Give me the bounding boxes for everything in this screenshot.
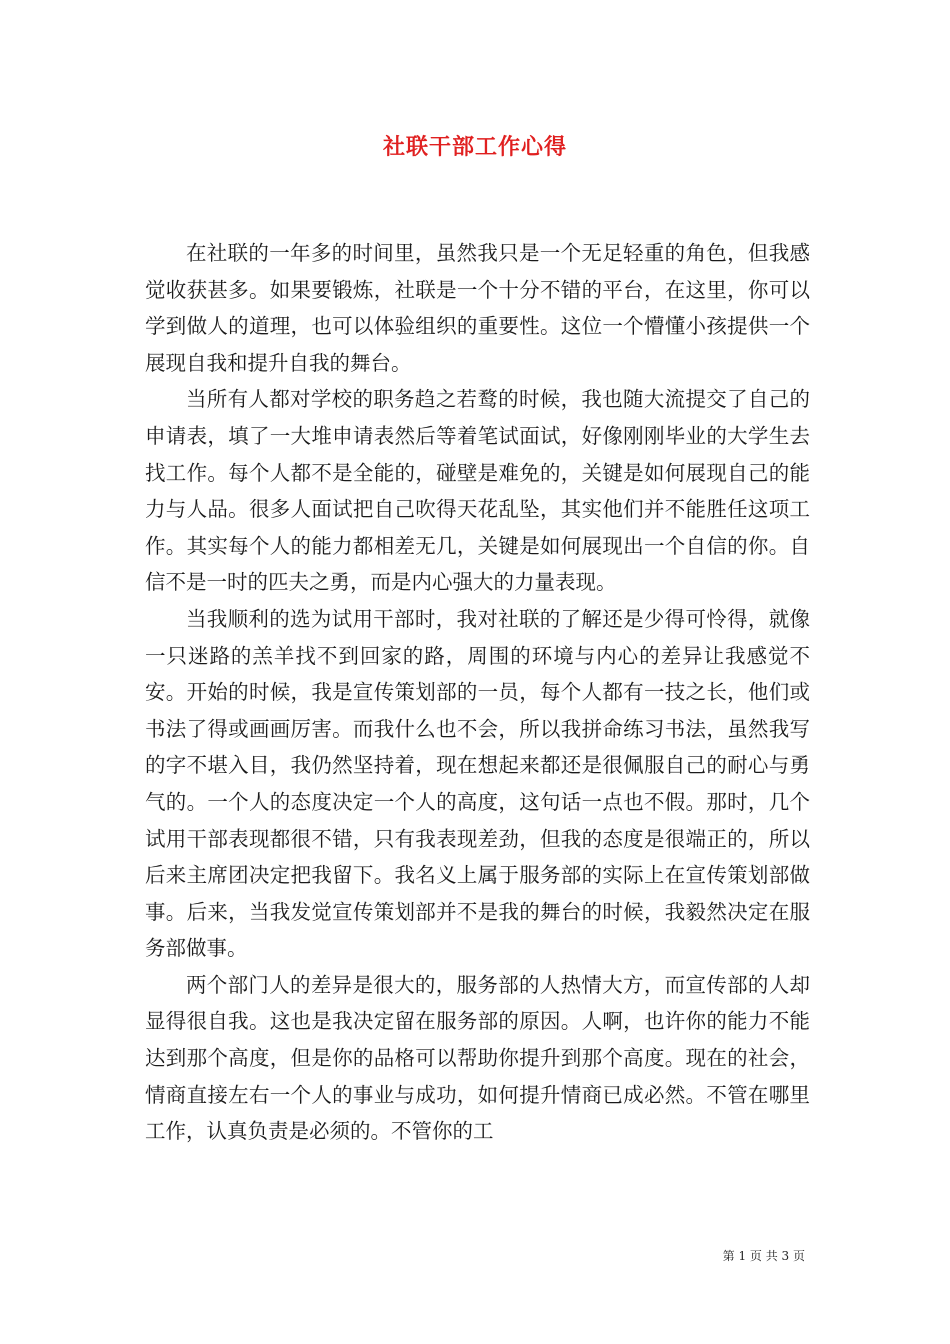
paragraph-2: 当所有人都对学校的职务趋之若鹜的时候，我也随大流提交了自己的申请表，填了一大堆申请表然后等着笔试面试，好像刚刚毕业的大学生去找工作。每个人都不是全能的，碰壁是难免的，关键是如何展现自己的能力与人品。很多人面试把自己吹得天花乱坠，其实他们并不能胜任这项工作。其实每个人的能力都相差无几，关键是如何展现出一个自信的你。自信不是一时的匹夫之勇，而是内心强大的力量表现。	[145, 387, 810, 595]
page-number: 第 1 页 共 3 页	[722, 1249, 805, 1263]
document-body	[145, 235, 810, 1150]
document-title: 社联干部工作心得	[382, 134, 567, 160]
paragraph-3: 当我顺利的选为试用干部时，我对社联的了解还是少得可怜得，就像一只迷路的羔羊找不到回家的路，周围的环境与内心的差异让我感觉不安。开始的时候，我是宣传策划部的一员，每个人都有一技之长，他们或书法了得或画画厉害。而我什么也不会，所以我拼命练习书法，虽然我写的字不堪入目，我仍然坚持着，现在想起来都还是很佩服自己的耐心与勇气的。一个人的态度决定一个人的高度，这句话一点也不假。那时，几个试用干部表现都很不错，只有我表现差劲，但我的态度是很端正的，所以后来主席团决定把我留下。我名义上属于服务部的实际上在宣传策划部做事。后来，当我发觉宣传策划部并不是我的舞台的时候，我毅然决定在服务部做事。	[145, 606, 810, 961]
paragraph-4: 两个部门人的差异是很大的，服务部的人热情大方，而宣传部的人却显得很自我。这也是我决定留在服务部的原因。人啊，也许你的能力不能达到那个高度，但是你的品格可以帮助你提升到那个高度。现在的社会，情商直接左右一个人的事业与成功，如何提升情商已成必然。不管在哪里工作，认真负责是必须的。不管你的工	[145, 972, 810, 1144]
paragraph-1: 在社联的一年多的时间里，虽然我只是一个无足轻重的角色，但我感觉收获甚多。如果要锻炼，社联是一个十分不错的平台，在这里，你可以学到做人的道理，也可以体验组织的重要性。这位一个懵懂小孩提供一个展现自我和提升自我的舞台。	[145, 241, 810, 375]
